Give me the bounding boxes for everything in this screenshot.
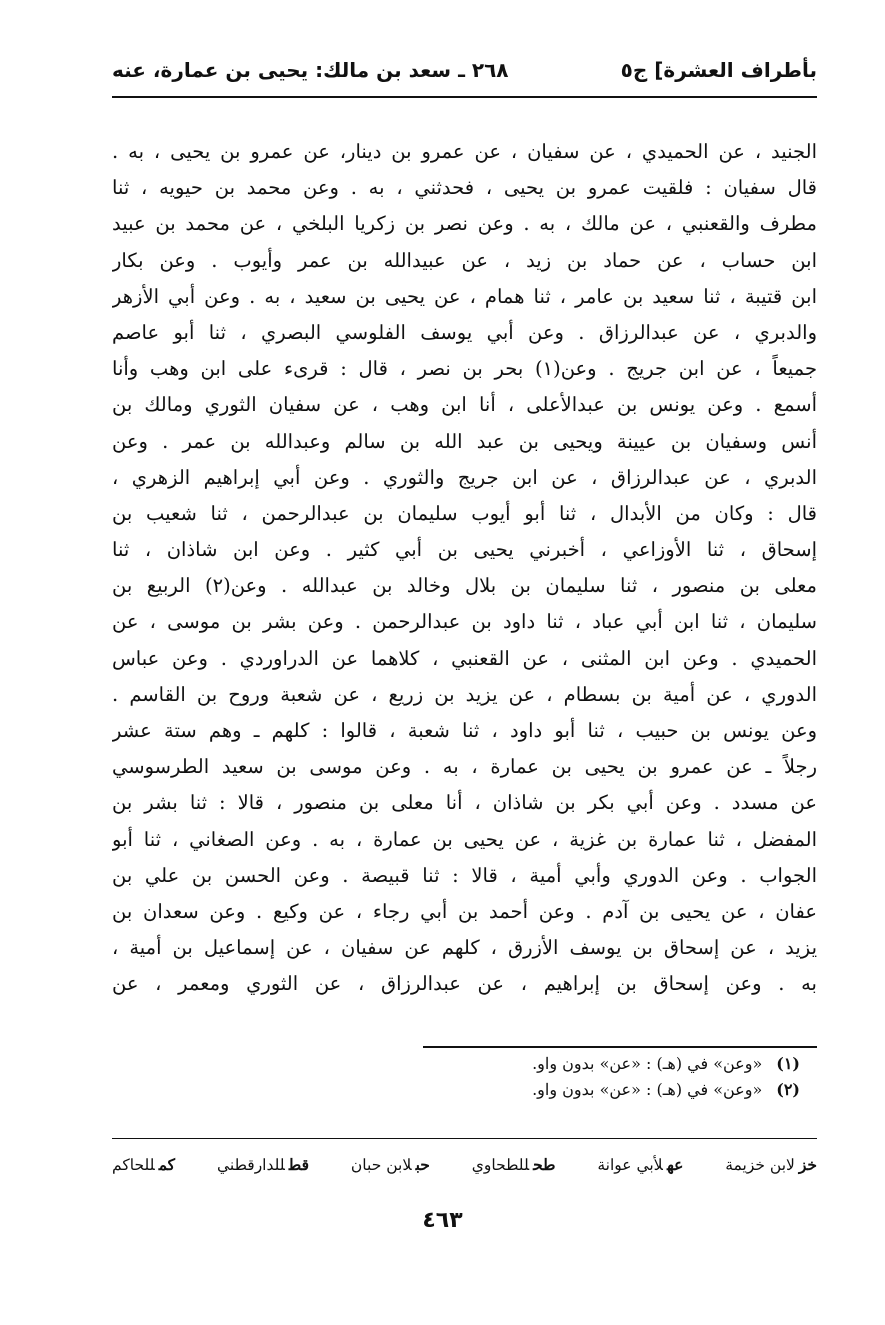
header-chapter-title: ٢٦٨ ـ سعد بن مالك: يحيى بن عمارة، عنه [112,58,509,82]
page-number: ٤٦٣ [422,1208,463,1233]
abbreviation-source: لابن حبان [350,1156,412,1174]
abbreviation-item [217,1155,309,1174]
footnote-text: «وعن» في (هـ) : «عن» بدون واو. [532,1054,763,1073]
text-line: أنس وسفيان بن عيينة ويحيى بن عبد الله بن سالم وعبدالله بن عمر . وعن [112,429,817,453]
footnote-number: (١) [776,1054,800,1073]
text-line: به . وعن إسحاق بن إبراهيم ، عن عبدالرزاق ، عن الثوري ومعمر ، عن [112,972,817,996]
text-line: معلى بن منصور ، ثنا سليمان بن بلال وخالد بن عبدالله . وعن(٢) الربيع بن [112,574,817,598]
text-line: ابن حساب ، عن حماد بن زيد ، عن عبيدالله بن عمر وأيوب . وعن بكار [112,248,817,272]
text-line: الدوري ، عن أمية بن بسطام ، عن يزيد بن زريع ، عن شعبة وروح بن القاسم . [112,682,817,706]
abbreviation-code: حب [415,1155,430,1174]
text-line: قال : وكان من الأبدال ، ثنا أبو أيوب سليمان بن عبدالرحمن ، ثنا شعيب بن [112,501,817,525]
abbreviation-source: للطحاوي [471,1156,530,1174]
abbreviation-item [112,1155,175,1174]
abbreviation-item [351,1155,430,1174]
footnote-text: «وعن» في (هـ) : «عن» بدون واو. [532,1080,763,1099]
text-line: الحميدي . وعن ابن المثنى ، عن القعنبي ، كلاهما عن الدراوردي . وعن عباس [112,646,817,670]
text-line: والدبري ، عن عبدالرزاق . وعن أبي يوسف الفلوسي البصري ، ثنا أبو عاصم [112,320,817,344]
abbreviation-source: لأبي عوانة [597,1156,663,1174]
abbreviation-code: كم [158,1155,176,1174]
abbreviation-item [597,1155,683,1174]
running-header [112,50,817,90]
footnote [112,1077,800,1103]
abbreviations-key [112,1155,817,1174]
abbreviation-source: لابن خزيمة [725,1156,795,1174]
footnote-number: (٢) [776,1080,800,1099]
header-divider [112,96,817,98]
text-line: أسمع . وعن يونس بن عبدالأعلى ، أنا ابن وهب ، عن سفيان الثوري ومالك بن [112,393,817,417]
footnote [112,1051,800,1077]
main-text [112,134,817,1003]
text-line: يزيد ، عن إسحاق بن يوسف الأزرق ، كلهم عن سفيان ، عن إسماعيل بن أمية ، [112,936,817,960]
text-line: رجلاً ـ عن عمرو بن يحيى بن عمارة ، به . وعن موسى بن سعيد الطرسوسي [112,755,817,779]
text-line: عفان ، عن يحيى بن آدم . وعن أحمد بن أبي رجاء ، عن وكيع . وعن سعدان بن [112,899,817,923]
text-line: وعن يونس بن حبيب ، ثنا أبو داود ، ثنا شعبة ، قالوا : كلهم ـ وهم ستة عشر [112,719,817,742]
footnote-divider [423,1046,817,1048]
text-line: قال سفيان : فلقيت عمرو بن يحيى ، فحدثني ، به . وعن محمد بن حيويه ، ثنا [112,176,817,200]
abbreviation-code: طح [533,1155,556,1174]
text-line: سليمان ، ثنا ابن أبي عباد ، ثنا داود بن عبدالرحمن . وعن بشر بن موسى ، عن [112,610,817,634]
abbreviations-divider [112,1138,817,1139]
abbreviation-code: عه [666,1155,684,1174]
text-line: ابن قتيبة ، ثنا سعيد بن عامر ، ثنا همام ، عن يحيى بن سعيد ، به . وعن أبي الأزهر [112,284,817,308]
abbreviation-source: للدارقطني [216,1156,285,1174]
text-line: الجنيد ، عن الحميدي ، عن سفيان ، عن عمرو بن دينار، عن عمرو بن يحيى ، به . [112,140,817,163]
abbreviation-item [725,1155,817,1174]
text-line: المفضل ، ثنا عمارة بن غزية ، عن يحيى بن عمارة ، به . وعن الصغاني ، ثنا أبو [112,827,817,851]
abbreviation-code: قط [288,1155,310,1174]
text-line: عن مسدد . وعن أبي بكر بن شاذان ، أنا معلى بن منصور ، قالا : ثنا بشر بن [112,791,817,815]
text-line: جميعاً ، عن ابن جريج . وعن(١) بحر بن نصر ، قال : قرىء على ابن وهب وأنا [112,357,817,381]
text-line: الدبري ، عن عبدالرزاق ، عن ابن جريج والثوري . وعن أبي إبراهيم الزهري ، [112,465,817,489]
abbreviation-source: للحاكم [112,1156,155,1174]
header-volume-title: بأطراف العشرة] ج٥ [620,58,817,82]
abbreviation-code: خز [798,1155,817,1174]
footnotes [112,1051,800,1103]
abbreviation-item [472,1155,556,1174]
text-line: مطرف والقعنبي ، عن مالك ، به . وعن نصر بن زكريا البلخي ، عن محمد بن عبيد [112,212,817,236]
text-line: الجواب . وعن الدوري وأبي أمية ، قالا : ثنا قبيصة . وعن الحسن بن علي بن [112,863,817,887]
text-line: إسحاق ، ثنا الأوزاعي ، أخبرني يحيى بن أبي كثير . وعن ابن شاذان ، ثنا [112,538,817,562]
